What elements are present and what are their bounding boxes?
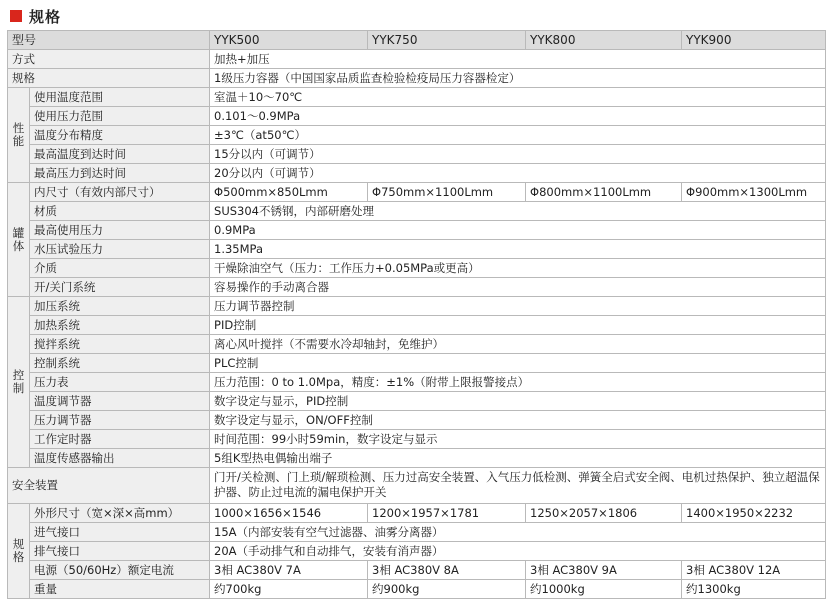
row-value: 压力调节器控制 <box>210 297 826 316</box>
row-label: 压力调节器 <box>30 411 210 430</box>
group-label-control <box>8 297 30 468</box>
table-row <box>8 88 826 107</box>
table-row <box>8 542 826 561</box>
row-label: 电源（50/60Hz）额定电流 <box>30 561 210 580</box>
table-row <box>8 449 826 468</box>
section-heading <box>10 6 61 26</box>
table-row <box>8 504 826 523</box>
table-row <box>8 50 826 69</box>
row-label: 压力表 <box>30 373 210 392</box>
table-row <box>8 259 826 278</box>
group-text: 规格 <box>12 537 25 564</box>
table-row <box>8 240 826 259</box>
row-value: 数字设定与显示，ON/OFF控制 <box>210 411 826 430</box>
row-value: Φ500mm×850Lmm <box>210 183 368 202</box>
row-value: 1.35MPa <box>210 240 826 259</box>
model-yyk750: YYK750 <box>368 31 526 50</box>
row-value: 1400×1950×2232 <box>682 504 826 523</box>
table-row <box>8 164 826 183</box>
row-value: 1级压力容器（中国国家品质监查检验检疫局压力容器检定） <box>210 69 826 88</box>
table-row <box>8 126 826 145</box>
row-label: 加热系统 <box>30 316 210 335</box>
row-value: 加热+加压 <box>210 50 826 69</box>
table-row <box>8 335 826 354</box>
row-label: 工作定时器 <box>30 430 210 449</box>
row-label: 控制系统 <box>30 354 210 373</box>
table-row <box>8 316 826 335</box>
row-label: 水压试验压力 <box>30 240 210 259</box>
table-row <box>8 411 826 430</box>
row-value: 1250×2057×1806 <box>526 504 682 523</box>
group-label-performance <box>8 88 30 183</box>
row-value: 0.9MPa <box>210 221 826 240</box>
table-row <box>8 69 826 88</box>
table-header-row <box>8 31 826 50</box>
row-label: 内尺寸（有效内部尺寸） <box>30 183 210 202</box>
group-label-body <box>8 183 30 297</box>
model-yyk900: YYK900 <box>682 31 826 50</box>
spec-table <box>7 30 826 599</box>
row-value: 20A（手动排气和自动排气，安装有消声器） <box>210 542 826 561</box>
table-row <box>8 373 826 392</box>
row-value: 0.101～0.9MPa <box>210 107 826 126</box>
row-label: 材质 <box>30 202 210 221</box>
table-row <box>8 183 826 202</box>
row-label: 进气接口 <box>30 523 210 542</box>
table-row <box>8 561 826 580</box>
row-value: 3相 AC380V 9A <box>526 561 682 580</box>
row-label: 外形尺寸（宽×深×高mm） <box>30 504 210 523</box>
header-label: 型号 <box>8 31 210 50</box>
table-row <box>8 297 826 316</box>
row-value: 3相 AC380V 12A <box>682 561 826 580</box>
row-value: 室温＋10～70℃ <box>210 88 826 107</box>
table-row <box>8 145 826 164</box>
section-title: 规格 <box>29 7 62 26</box>
table-row <box>8 354 826 373</box>
row-value: 约1300kg <box>682 580 826 599</box>
row-value: Φ900mm×1300Lmm <box>682 183 826 202</box>
row-value: 1000×1656×1546 <box>210 504 368 523</box>
table-row <box>8 221 826 240</box>
model-yyk500: YYK500 <box>210 31 368 50</box>
row-label: 介质 <box>30 259 210 278</box>
row-label: 方式 <box>8 50 210 69</box>
row-value: 15分以内（可调节） <box>210 145 826 164</box>
table-row <box>8 430 826 449</box>
row-label: 使用压力范围 <box>30 107 210 126</box>
row-value: Φ750mm×1100Lmm <box>368 183 526 202</box>
table-row <box>8 392 826 411</box>
row-label: 安全装置 <box>8 468 210 504</box>
group-text: 罐体 <box>12 225 25 253</box>
row-label: 最高使用压力 <box>30 221 210 240</box>
row-label: 搅拌系统 <box>30 335 210 354</box>
row-value: 压力范围：0 to 1.0Mpa，精度：±1%（附带上限报警接点） <box>210 373 826 392</box>
row-label: 加压系统 <box>30 297 210 316</box>
table-row <box>8 107 826 126</box>
row-value: 约700kg <box>210 580 368 599</box>
table-row <box>8 278 826 297</box>
row-value: 20分以内（可调节） <box>210 164 826 183</box>
row-label: 重量 <box>30 580 210 599</box>
table-row <box>8 468 826 504</box>
row-value: 约900kg <box>368 580 526 599</box>
row-value: 1200×1957×1781 <box>368 504 526 523</box>
row-label: 排气接口 <box>30 542 210 561</box>
row-value: 约1000kg <box>526 580 682 599</box>
table-row <box>8 580 826 599</box>
row-value: 干燥除油空气（压力：工作压力+0.05MPa或更高） <box>210 259 826 278</box>
row-label: 最高温度到达时间 <box>30 145 210 164</box>
row-value: SUS304不锈钢，内部研磨处理 <box>210 202 826 221</box>
row-value: PLC控制 <box>210 354 826 373</box>
row-label: 使用温度范围 <box>30 88 210 107</box>
row-value: 时间范围：99小时59min，数字设定与显示 <box>210 430 826 449</box>
row-value: 门开/关检测、门上琐/解琐检测、压力过高安全装置、入气压力低检测、弹簧全启式安全阀、电机过热保护、独立超温保护器、防止过电流的漏电保护开关 <box>210 468 826 504</box>
row-value: 离心风叶搅拌（不需要水冷却轴封，免维护） <box>210 335 826 354</box>
group-text: 性能 <box>12 121 25 148</box>
row-value: 3相 AC380V 7A <box>210 561 368 580</box>
row-value: PID控制 <box>210 316 826 335</box>
row-label: 规格 <box>8 69 210 88</box>
row-value: 容易操作的手动离合器 <box>210 278 826 297</box>
group-text: 控制 <box>12 368 25 395</box>
row-value: ±3℃（at50℃） <box>210 126 826 145</box>
row-value: 15A（内部安装有空气过滤器、油雾分离器） <box>210 523 826 542</box>
row-label: 开/关门系统 <box>30 278 210 297</box>
group-label-specs <box>8 504 30 599</box>
row-value: 3相 AC380V 8A <box>368 561 526 580</box>
row-value: 5组K型热电偶输出端子 <box>210 449 826 468</box>
row-label: 最高压力到达时间 <box>30 164 210 183</box>
row-label: 温度调节器 <box>30 392 210 411</box>
row-label: 温度传感器输出 <box>30 449 210 468</box>
table-row <box>8 202 826 221</box>
row-label: 温度分布精度 <box>30 126 210 145</box>
table-row <box>8 523 826 542</box>
model-yyk800: YYK800 <box>526 31 682 50</box>
red-square-icon <box>10 10 22 22</box>
row-value: Φ800mm×1100Lmm <box>526 183 682 202</box>
row-value: 数字设定与显示，PID控制 <box>210 392 826 411</box>
